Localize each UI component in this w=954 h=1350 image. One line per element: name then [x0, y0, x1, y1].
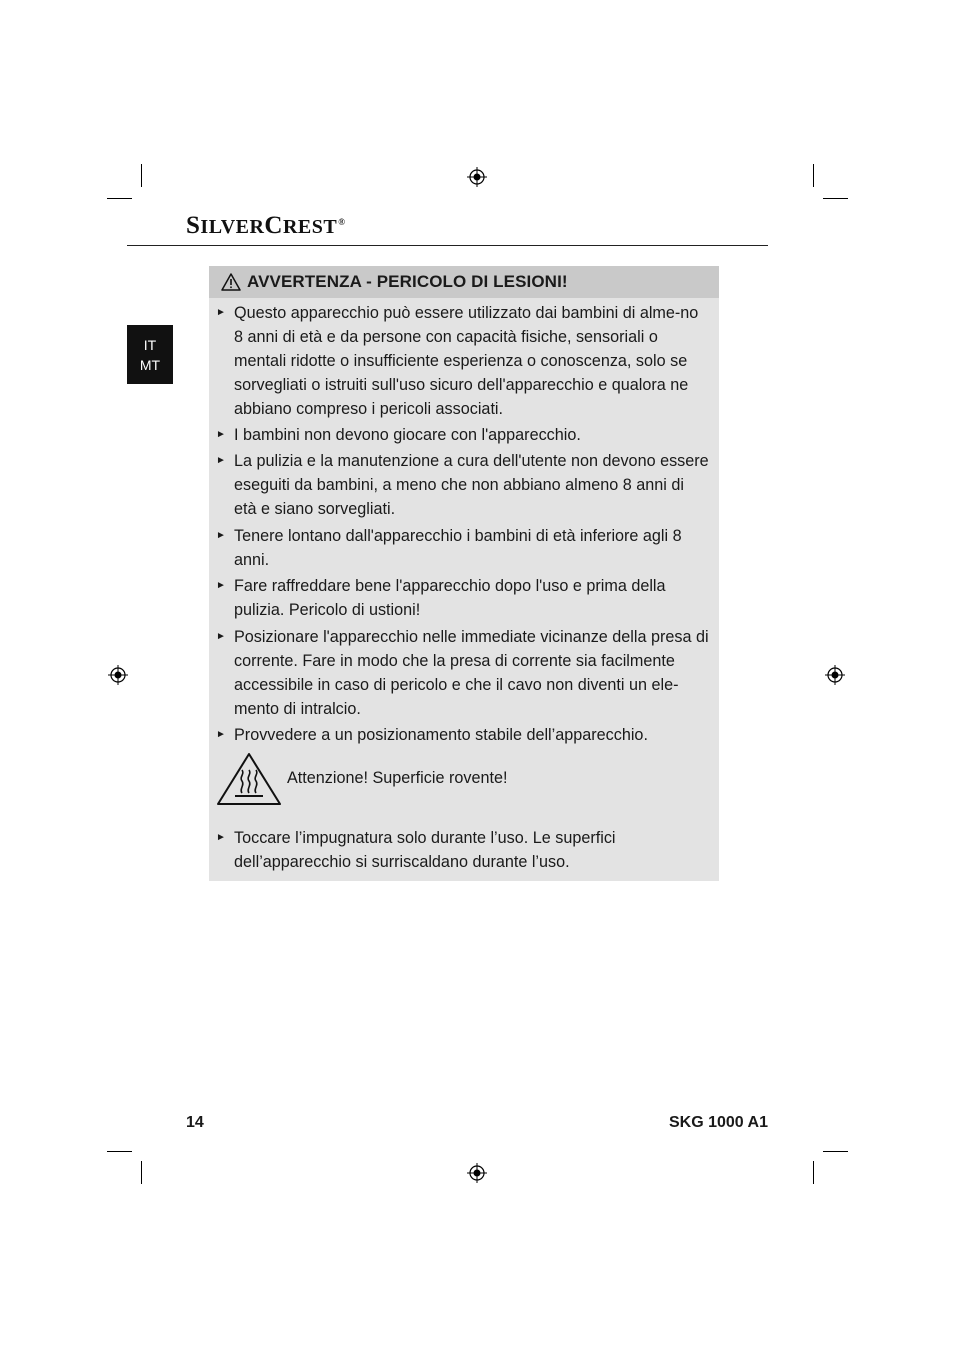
- page-number: 14: [186, 1114, 204, 1131]
- bullet-arrow-icon: ►: [216, 530, 226, 541]
- bullet-arrow-icon: ►: [216, 832, 226, 843]
- warning-title: AVVERTENZA - PERICOLO DI LESIONI!: [247, 272, 568, 291]
- bullet-arrow-icon: ►: [216, 729, 226, 740]
- crop-mark: [823, 198, 848, 199]
- silvercrest-logo: SILVERCREST®: [186, 212, 346, 239]
- header-rule: [127, 245, 768, 246]
- crop-mark: [141, 164, 142, 187]
- registration-mark-icon: [825, 665, 845, 685]
- bullet-arrow-icon: ►: [216, 455, 226, 466]
- bullet-arrow-icon: ►: [216, 429, 226, 440]
- list-item: ► Questo apparecchio può essere utilizzato dai bambini di alme-no 8 anni di età e da persone con capacità fisiche, sensoriali o mentali ridotte o insufficiente esperienza o conoscenza, solo se sorvegliati o istruiti sull'uso sicuro dell'apparecchio e qualora ne abbiano compreso i pericoli associati.: [209, 301, 709, 421]
- list-item: ► Tenere lontano dall'apparecchio i bambini di età inferiore agli 8 anni.: [209, 524, 709, 572]
- warning-triangle-icon: [221, 273, 241, 291]
- list-item: ► Provvedere a un posizionamento stabile dell’apparecchio.: [209, 723, 709, 747]
- warning-header: [209, 266, 719, 298]
- hot-surface-icon: [215, 751, 283, 807]
- list-item: ► I bambini non devono giocare con l'apparecchio.: [209, 423, 709, 447]
- crop-mark: [107, 198, 132, 199]
- model-number: SKG 1000 A1: [668, 1114, 768, 1131]
- warning-box: [209, 266, 719, 881]
- crop-mark: [141, 1161, 142, 1184]
- list-item: ► Toccare l’impugnatura solo durante l’uso. Le superfici dell’apparecchio si surriscaldano durante l’uso.: [209, 826, 709, 874]
- registration-mark-icon: [467, 167, 487, 187]
- crop-mark: [823, 1151, 848, 1152]
- list-item: ► La pulizia e la manutenzione a cura dell'utente non devono essere eseguiti da bambini, a meno che non abbiano almeno 8 anni di età e siano sorvegliati.: [209, 449, 709, 521]
- bullet-arrow-icon: ►: [216, 631, 226, 642]
- bullet-arrow-icon: ►: [216, 580, 226, 591]
- crop-mark: [813, 164, 814, 187]
- crop-mark: [813, 1161, 814, 1184]
- bullet-arrow-icon: ►: [216, 307, 226, 318]
- registration-mark-icon: [467, 1163, 487, 1183]
- language-code-mt: MT: [139, 356, 161, 373]
- hot-surface-notice: [215, 751, 695, 809]
- language-tab: [127, 325, 173, 384]
- registration-mark-icon: [108, 665, 128, 685]
- list-item: ► Fare raffreddare bene l'apparecchio dopo l'uso e prima della pulizia. Pericolo di ustioni!: [209, 574, 709, 622]
- language-code-it: IT: [143, 336, 157, 353]
- crop-mark: [107, 1151, 132, 1152]
- list-item: ► Posizionare l'apparecchio nelle immediate vicinanze della presa di corrente. Fare in modo che la presa di corrente sia facilmente accessibile in caso di pericolo e che il cavo non diventi un ele-mento di intralcio.: [209, 625, 709, 721]
- hot-surface-text: Attenzione! Superficie rovente!: [287, 769, 508, 787]
